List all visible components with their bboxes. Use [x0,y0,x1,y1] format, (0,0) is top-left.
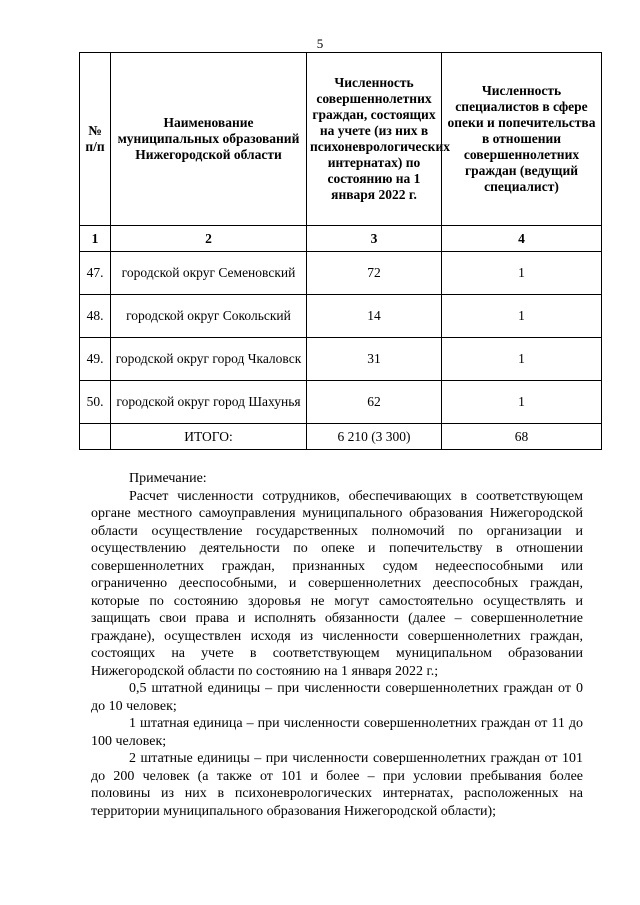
column-number: 1 [80,226,111,252]
citizens-count: 72 [307,252,442,295]
table-row [80,338,602,381]
column-number: 4 [442,226,602,252]
header-citizens-count: Численность совершеннолетних граждан, состоящих на учете (из них в психоневрологических интернатах) по состоянию на 1 января 2022 г. [307,53,442,226]
note-paragraph: Расчет численности сотрудников, обеспечивающих в соответствующем органе местного самоуправления муниципального образования Нижегородской области осуществление государственных полномочий по организации и осуществлению деятельности по опеке и попечительству в отношении совершеннолетних граждан, признанных судом недееспособными или ограниченно дееспособными, и совершеннолетних дееспособных граждан, которые по состоянию здоровья не могут самостоятельно осуществлять и защищать свои права и исполнять обязанности (далее – совершеннолетние граждане), осуществлен исходя из численности совершеннолетних граждан, состоящих на учете в соответствующем муниципальном образовании Нижегородской области по состоянию на 1 января 2022 г.; [91,488,583,679]
row-number: 48. [80,295,111,338]
municipality-name: городской округ город Чкаловск [111,338,307,381]
citizens-count: 31 [307,338,442,381]
table-header-row [80,53,602,226]
municipality-name: городской округ город Шахунья [111,381,307,424]
column-number: 2 [111,226,307,252]
total-empty-cell [80,424,111,450]
specialists-count: 1 [442,381,602,424]
specialists-count: 1 [442,295,602,338]
municipality-name: городской округ Сокольский [111,295,307,338]
specialists-count: 1 [442,338,602,381]
note-paragraph: 2 штатные единицы – при численности совершеннолетних граждан от 101 до 200 человек (а также от 101 и более – при условии пребывания более половины из них в психоневрологических интернатах, расположенных на территории муниципального образования Нижегородской области); [91,751,583,819]
table-row [80,252,602,295]
total-specialists: 68 [442,424,602,450]
row-number: 47. [80,252,111,295]
note-title: Примечание: [129,471,207,486]
row-number: 50. [80,381,111,424]
note-paragraph: 0,5 штатной единицы – при численности совершеннолетних граждан от 0 до 10 человек; [91,681,583,714]
total-citizens: 6 210 (3 300) [307,424,442,450]
row-number: 49. [80,338,111,381]
citizens-count: 62 [307,381,442,424]
column-number: 3 [307,226,442,252]
column-number-row [80,226,602,252]
page-number: 5 [316,36,324,51]
header-specialists-count: Численность специалистов в сфере опеки и попечительства в отношении совершеннолетних граждан (ведущий специалист) [442,53,602,226]
table-row [80,381,602,424]
note-section [91,470,583,820]
total-label: ИТОГО: [111,424,307,450]
citizens-count: 14 [307,295,442,338]
municipality-name: городской округ Семеновский [111,252,307,295]
header-municipality: Наименование муниципальных образований Нижегородской области [111,53,307,226]
header-number: № п/п [80,53,111,226]
total-row [80,424,602,450]
specialists-table [79,52,602,450]
specialists-count: 1 [442,252,602,295]
table-row [80,295,602,338]
note-paragraph: 1 штатная единица – при численности совершеннолетних граждан от 11 до 100 человек; [91,716,583,749]
